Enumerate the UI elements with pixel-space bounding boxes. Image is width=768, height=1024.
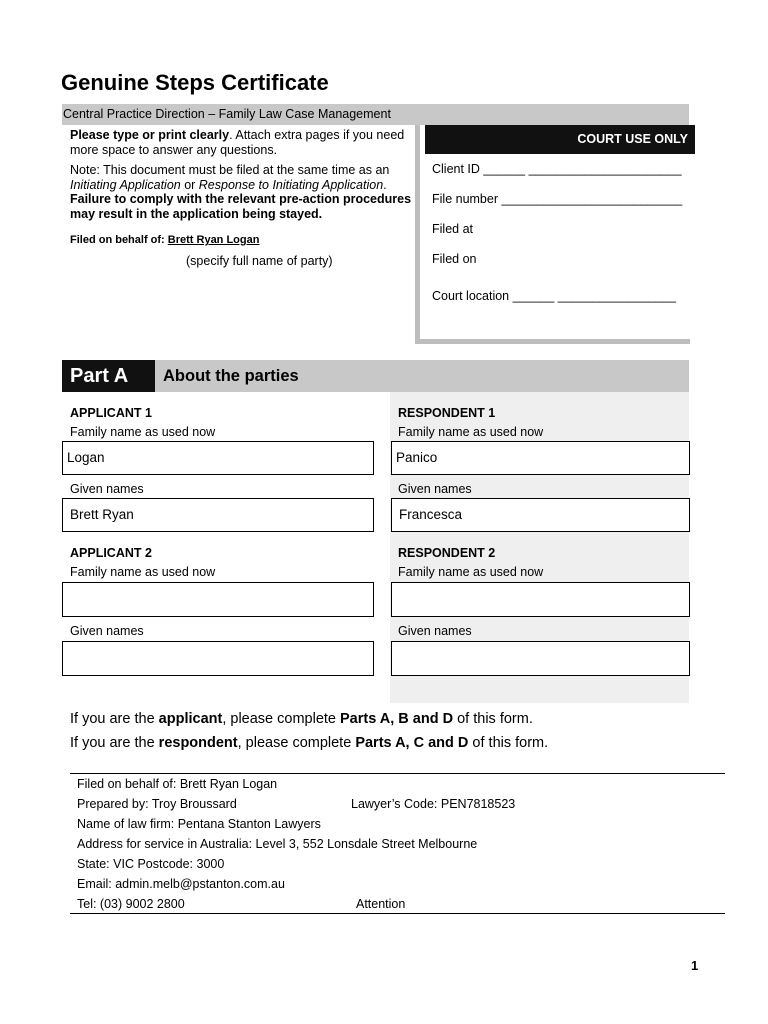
intro-text: . Attach extra pages if you need more space to answer any questions. (70, 128, 405, 157)
instruction-text: of this form. (468, 735, 549, 751)
intro-paragraph-1 (70, 128, 415, 157)
applicant2-given-label: Given names (70, 624, 144, 638)
specify-note: (specify full name of party) (186, 254, 333, 268)
instruction-bold: Parts A, B and D (340, 711, 454, 727)
respondent1-given-field[interactable]: Francesca (391, 498, 690, 532)
filed-on-behalf-label: Filed on behalf of: (70, 234, 168, 246)
applicant2-family-label: Family name as used now (70, 565, 216, 579)
footer-email: Email: admin.melb@pstanton.com.au (77, 877, 285, 891)
instruction-text: , please complete (237, 735, 356, 751)
respondent2-given-field[interactable] (391, 641, 690, 676)
instruction-bold: Parts A, C and D (355, 735, 469, 751)
instruction-text: of this form. (453, 711, 533, 727)
instruction-bold: respondent (158, 735, 238, 751)
respondent2-given-label: Given names (398, 624, 472, 638)
instruction-respondent (70, 735, 548, 751)
note-italic-2: Response to Initiating Application (198, 177, 384, 192)
page-title: Genuine Steps Certificate (61, 70, 329, 95)
client-id-line: Client ID ______ ______________________ (432, 162, 682, 176)
part-a-title: About the parties (163, 367, 299, 385)
footer-divider-bottom (70, 913, 725, 914)
file-number-line: File number __________________________ (432, 192, 683, 206)
intro-bold: Please type or print clearly (70, 128, 230, 142)
note-italic-1: Initiating Application (70, 177, 181, 192)
respondent2-heading: RESPONDENT 2 (398, 546, 496, 560)
instruction-bold: applicant (158, 711, 223, 727)
footer-filed-on-behalf: Filed on behalf of: Brett Ryan Logan (77, 777, 278, 791)
footer-attention: Attention (356, 897, 406, 911)
intro-paragraph-2 (70, 163, 415, 221)
instruction-text: If you are the (70, 711, 159, 727)
intro-section (70, 128, 415, 227)
applicant1-family-label: Family name as used now (70, 425, 216, 439)
filed-on-behalf (70, 234, 259, 246)
footer-address: Address for service in Australia: Level 3, 552 Lonsdale Street Melbourne (77, 837, 478, 851)
subtitle-bar: Central Practice Direction – Family Law Case Management (62, 104, 689, 125)
respondent1-heading: RESPONDENT 1 (398, 406, 496, 420)
note-or: or (180, 177, 199, 192)
applicant2-heading: APPLICANT 2 (70, 546, 152, 560)
applicant2-given-field[interactable] (62, 641, 374, 676)
applicant1-given-field[interactable]: Brett Ryan (62, 498, 374, 532)
court-location-line: Court location ______ _________________ (432, 289, 676, 303)
footer-law-firm: Name of law firm: Pentana Stanton Lawyers (77, 817, 321, 831)
filed-at-line: Filed at (432, 222, 473, 236)
applicant1-family-field[interactable]: Logan (62, 441, 374, 475)
respondent2-family-label: Family name as used now (398, 565, 544, 579)
instruction-text: , please complete (222, 711, 341, 727)
filed-on-behalf-value: Brett Ryan Logan (167, 234, 260, 246)
applicant2-family-field[interactable] (62, 582, 374, 617)
applicant1-given-label: Given names (70, 482, 144, 496)
footer-state: State: VIC Postcode: 3000 (77, 857, 225, 871)
applicant1-heading: APPLICANT 1 (70, 406, 152, 420)
respondent1-family-label: Family name as used now (398, 425, 544, 439)
footer-prepared-by: Prepared by: Troy Broussard (77, 797, 237, 811)
footer-tel: Tel: (03) 9002 2800 (77, 897, 185, 911)
respondent1-given-label: Given names (398, 482, 472, 496)
footer-divider-top (70, 773, 725, 774)
note-text: Note: This document must be filed at the same time as an (70, 163, 390, 177)
court-use-heading: COURT USE ONLY (425, 125, 695, 154)
instruction-text: If you are the (70, 735, 159, 751)
respondent2-family-field[interactable] (391, 582, 690, 617)
page-number: 1 (691, 958, 699, 973)
part-a-label: Part A (62, 360, 155, 392)
note-warning: Failure to comply with the relevant pre-action procedures may result in the application being stayed. (70, 192, 412, 221)
part-a-bar (62, 360, 689, 392)
filed-on-line: Filed on (432, 252, 477, 266)
respondent1-family-field[interactable]: Panico (391, 441, 690, 475)
footer-lawyer-code: Lawyer’s Code: PEN7818523 (351, 797, 516, 811)
instruction-applicant (70, 711, 533, 727)
note-period: . (383, 177, 387, 192)
court-use-box (415, 125, 690, 344)
